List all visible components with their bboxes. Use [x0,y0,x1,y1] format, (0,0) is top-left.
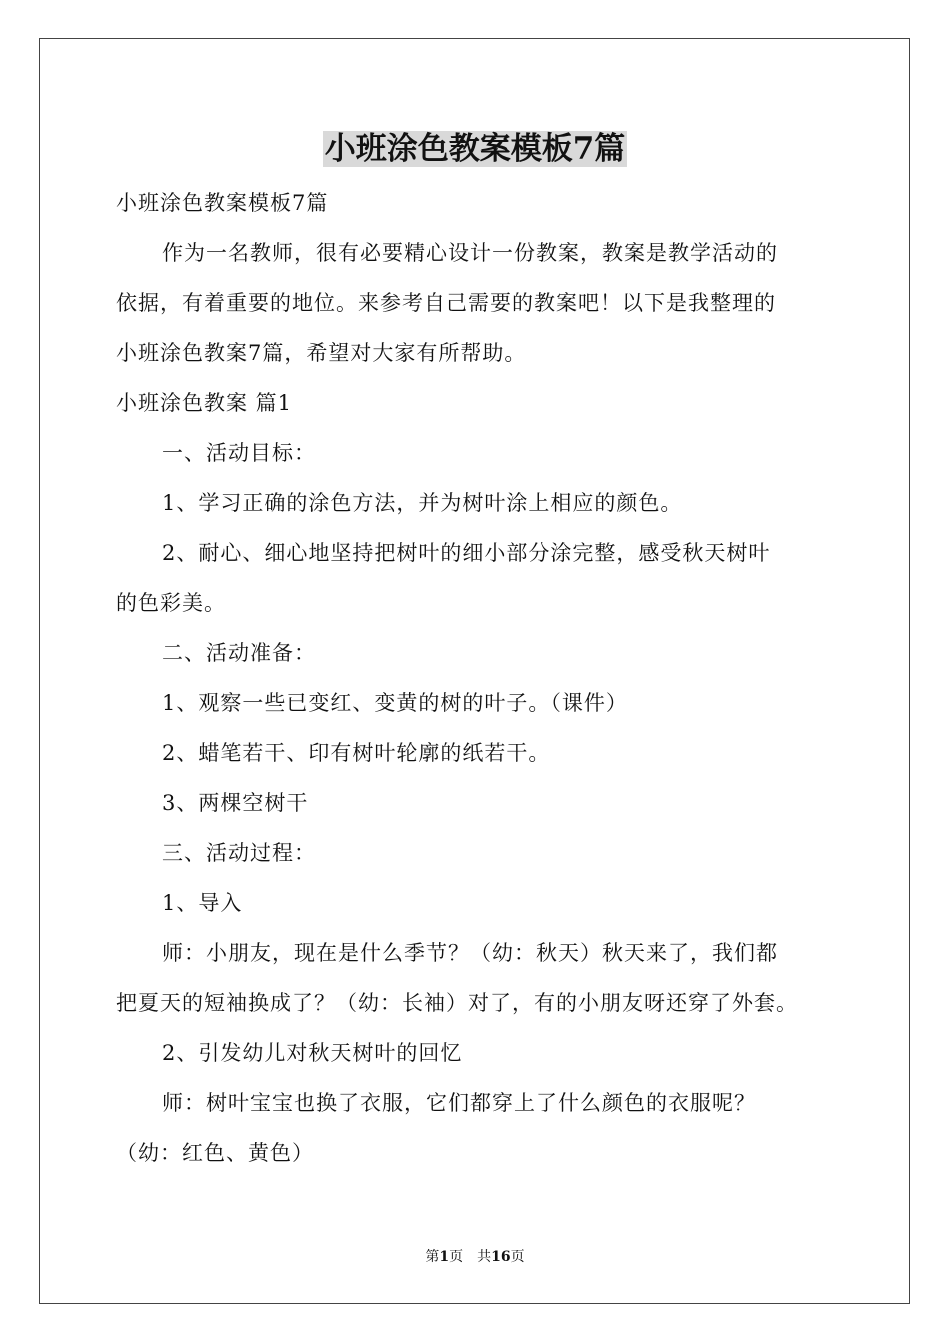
paragraph-line: 3、两棵空树干 [162,791,309,815]
paragraph-line: 小班涂色教案7篇，希望对大家有所帮助。 [116,341,527,365]
footer-total-suffix: 页 [510,1249,525,1265]
paragraph-line: 1、导入 [162,891,243,915]
paragraph-line: 2、耐心、细心地坚持把树叶的细小部分涂完整，感受秋天树叶 [162,541,771,565]
paragraph-line: 的色彩美。 [116,591,226,615]
paragraph-line: 二、活动准备： [162,641,316,665]
paragraph-line: 作为一名教师，很有必要精心设计一份教案，教案是教学活动的 [162,241,778,265]
footer-total-pages: 16 [491,1249,511,1265]
page-footer [0,1247,950,1267]
paragraph-line: 2、引发幼儿对秋天树叶的回忆 [162,1041,463,1065]
paragraph-line: 师：小朋友，现在是什么季节？（幼：秋天）秋天来了，我们都 [162,941,778,965]
footer-page-suffix: 页 [449,1249,464,1265]
paragraph-line: （幼：红色、黄色） [116,1141,314,1165]
paragraph-line: 1、学习正确的涂色方法，并为树叶涂上相应的颜色。 [162,491,683,515]
paragraph-line: 小班涂色教案模板7篇 [116,191,329,215]
paragraph-line: 师：树叶宝宝也换了衣服，它们都穿上了什么颜色的衣服呢？ [162,1091,756,1115]
document-body [116,178,840,1178]
footer-page-prefix: 第 [425,1249,440,1265]
footer-total-prefix: 共 [477,1249,492,1265]
footer-page-number: 1 [439,1249,450,1265]
paragraph-line: 小班涂色教案 篇1 [116,391,293,415]
paragraph-line: 把夏天的短袖换成了？（幼：长袖）对了，有的小朋友呀还穿了外套。 [116,991,798,1015]
paragraph-line: 一、活动目标： [162,441,316,465]
document-title [0,127,950,171]
paragraph-line: 1、观察一些已变红、变黄的树的叶子。（课件） [162,691,628,715]
paragraph-line: 2、蜡笔若干、印有树叶轮廓的纸若干。 [162,741,551,765]
paragraph-line: 依据，有着重要的地位。来参考自己需要的教案吧！以下是我整理的 [116,291,776,315]
paragraph-line: 三、活动过程： [162,841,316,865]
document-title-text: 小班涂色教案模板7篇 [324,131,626,167]
